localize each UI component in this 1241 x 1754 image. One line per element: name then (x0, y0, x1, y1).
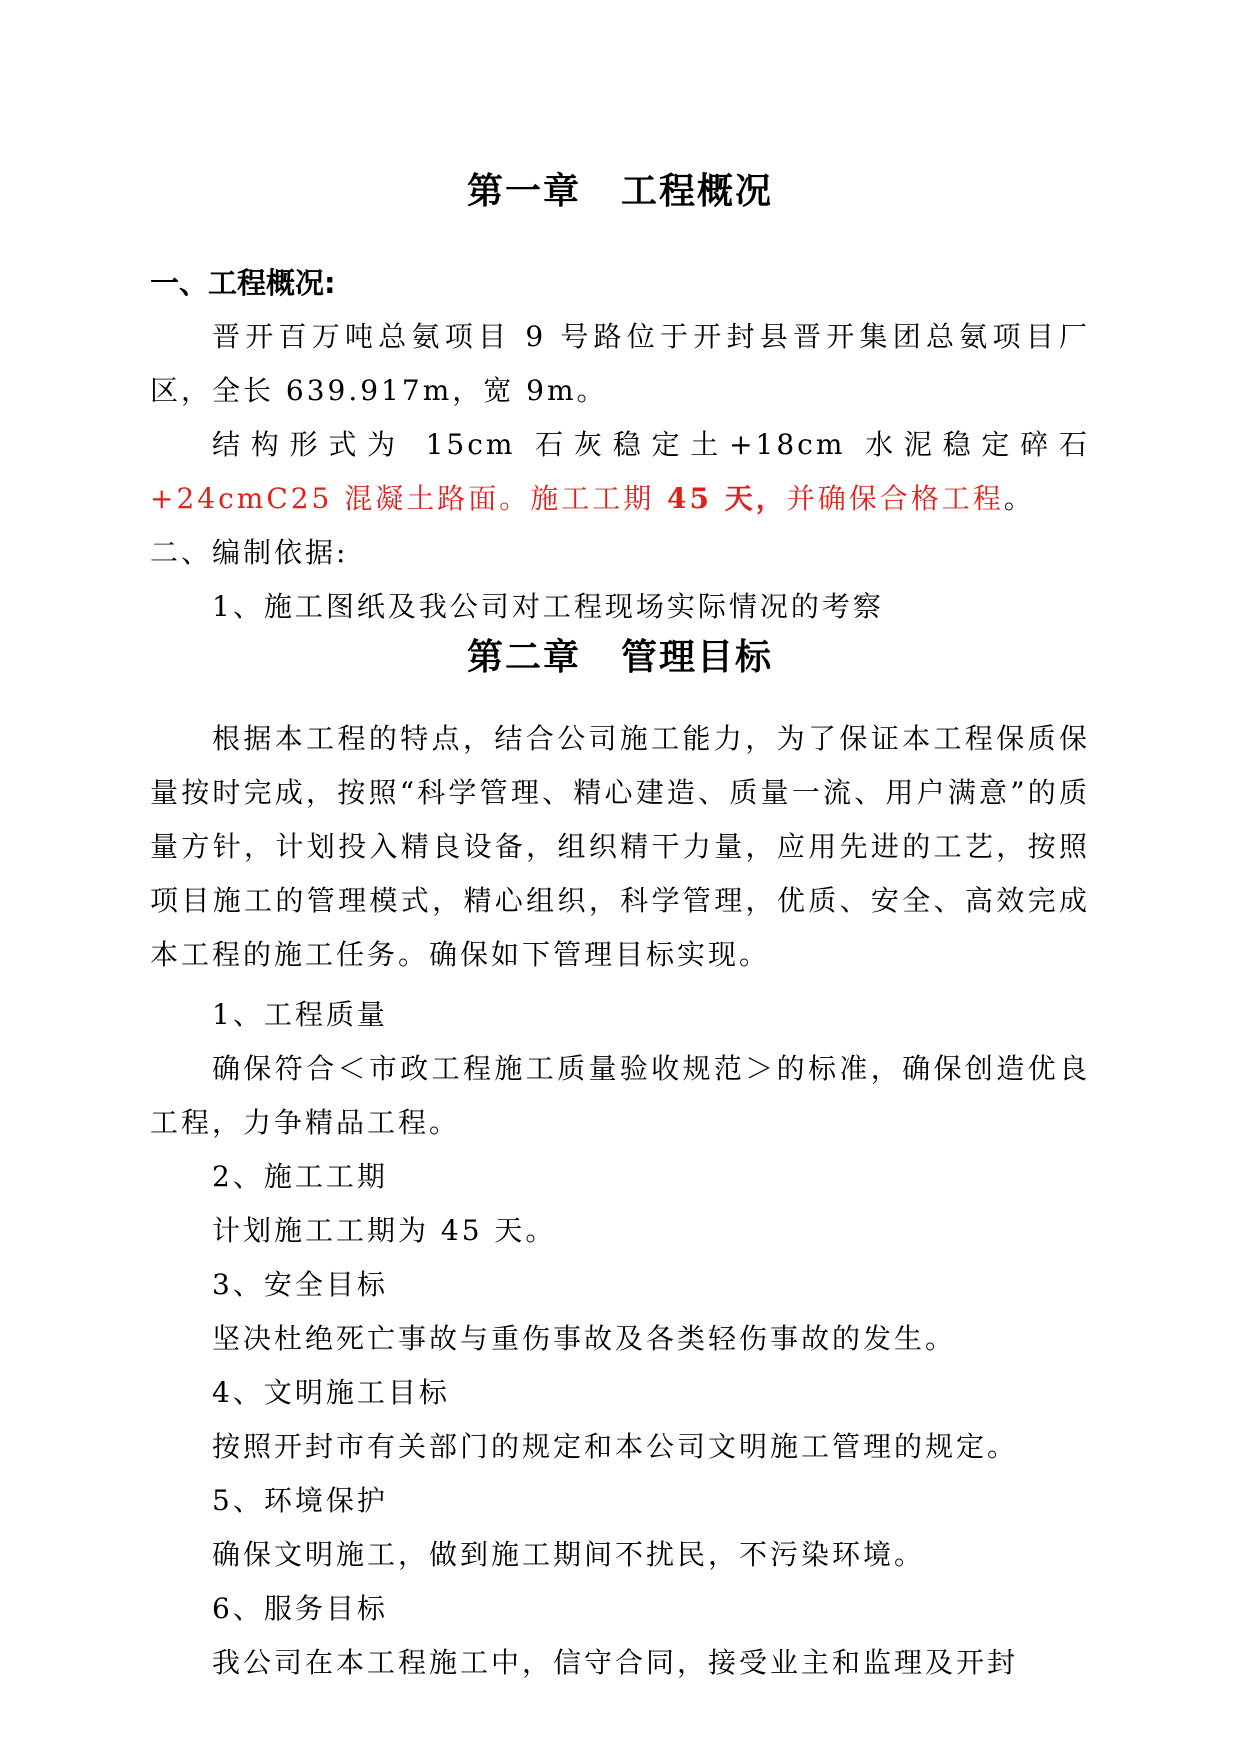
page-content (150, 168, 1090, 1690)
goal-5-text: 确保文明施工，做到施工期间不扰民，不污染环境。 (212, 1538, 926, 1571)
goal-3-title: 3、安全目标 (212, 1268, 388, 1301)
section-heading-basis: 二、编制依据: (150, 536, 349, 569)
goal-6-title: 6、服务目标 (212, 1592, 388, 1625)
paragraph-end-mark: 。 (1003, 482, 1035, 515)
goal-5-title: 5、环境保护 (212, 1484, 388, 1517)
chapter-2-number: 第二章 (466, 637, 581, 678)
goal-6-text: 我公司在本工程施工中，信守合同，接受业主和监理及开封 (212, 1646, 1019, 1679)
chapter-1-number: 第一章 (466, 171, 581, 212)
chapter-2-name: 管理目标 (621, 637, 774, 678)
overview-paragraph-1: 晋开百万吨总氨项目 9 号路位于开封县晋开集团总氨项目厂区，全长 639.917m，宽 9m。 (150, 320, 1090, 407)
section-heading-overview: 一、工程概况: (150, 266, 336, 300)
goal-2-text: 计划施工工期为 45 天。 (212, 1214, 557, 1247)
goal-2-title: 2、施工工期 (212, 1160, 388, 1193)
overview-paragraph-2 (150, 418, 1090, 526)
goal-4-text: 按照开封市有关部门的规定和本公司文明施工管理的规定。 (212, 1430, 1019, 1463)
basis-item-1: 1、施工图纸及我公司对工程现场实际情况的考察 (212, 590, 884, 623)
structure-text-highlight: +24cmC25 混凝土路面。施工工期 (150, 482, 655, 515)
management-intro: 根据本工程的特点，结合公司施工能力，为了保证本工程保质保量按时完成，按照“科学管理、精心建造、质量一流、用户满意”的质量方针，计划投入精良设备，组织精干力量，应用先进的工艺，按照项目施工的管理模式，精心组织，科学管理，优质、安全、高效完成本工程的施工任务。确保如下管理目标实现。 (150, 722, 1090, 971)
chapter-2-title (150, 634, 1090, 682)
goal-3-text: 坚决杜绝死亡事故与重伤事故及各类轻伤事故的发生。 (212, 1322, 957, 1355)
structure-text: 结构形式为 15cm 石灰稳定土+18cm 水泥稳定碎石 (212, 428, 1090, 461)
goal-4-title: 4、文明施工目标 (212, 1376, 450, 1409)
quality-highlight: 并确保合格工程 (786, 482, 1004, 515)
goal-1-text: 确保符合＜市政工程施工质量验收规范＞的标准，确保创造优良工程，力争精品工程。 (150, 1052, 1090, 1139)
goal-1-title: 1、工程质量 (212, 998, 388, 1031)
chapter-1-title (150, 168, 1090, 216)
duration-highlight: 45 天， (654, 482, 787, 515)
chapter-1-name: 工程概况 (621, 171, 774, 212)
